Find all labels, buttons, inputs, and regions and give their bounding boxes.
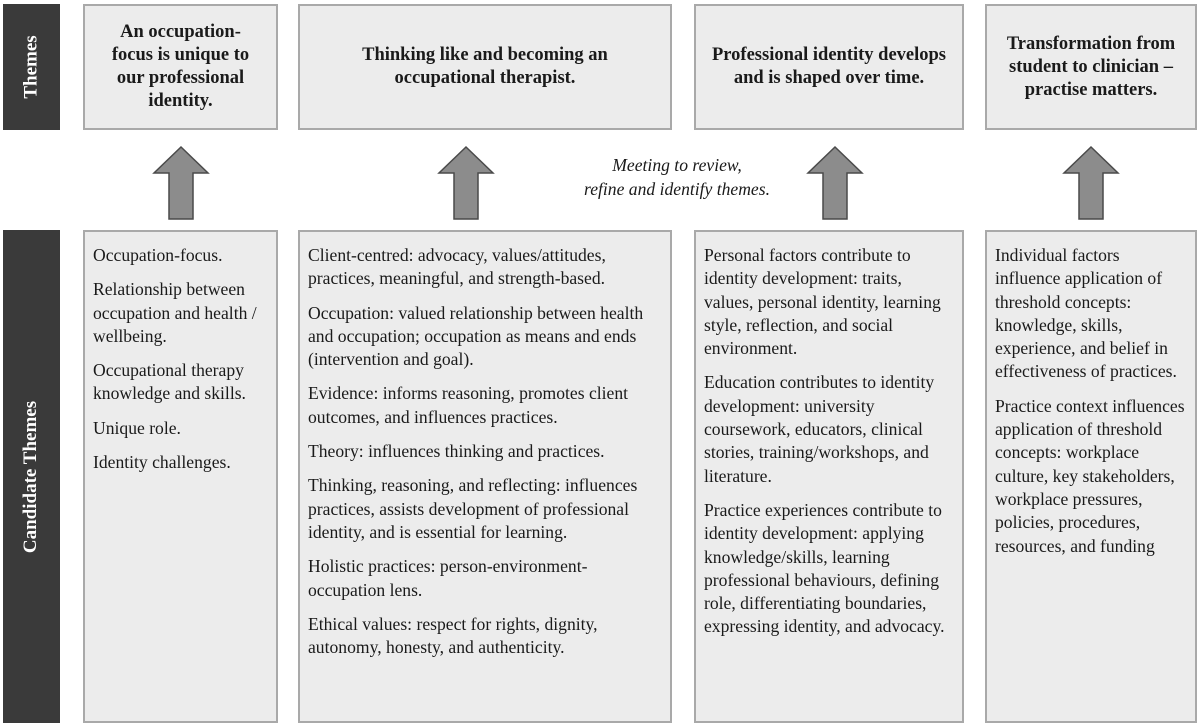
candidate-themes-side-label	[3, 230, 60, 723]
up-arrow-icon	[152, 145, 210, 221]
theme-text: Transformation from student to clinician – practise matters.	[1006, 33, 1176, 100]
candidate-box-3	[694, 230, 964, 723]
themes-side-label-text: Themes	[20, 35, 42, 99]
theme-text: An occupation-focus is unique to our professional identity.	[111, 22, 250, 111]
candidate-item: Practice context influences application of threshold concepts: workplace culture, key stakeholders, workplace pressures, policies, procedures, resources, and funding	[995, 395, 1185, 556]
candidate-box-4	[985, 230, 1197, 723]
up-arrow-icon	[437, 145, 495, 221]
candidate-item: Theory: influences thinking and practices.	[308, 441, 605, 462]
theme-box-2	[298, 4, 672, 130]
theme-box-1	[83, 4, 278, 130]
caption-line: Meeting to review,	[612, 155, 742, 175]
theme-box-4	[985, 4, 1197, 130]
candidate-item: Personal factors contribute to identity development: traits, values, personal identity, learning style, reflection, and social environment.	[704, 245, 941, 359]
candidate-item: Holistic practices: person-environment-occupation lens.	[308, 556, 588, 600]
themes-side-label	[3, 4, 60, 130]
candidate-item: Relationship between occupation and health / wellbeing.	[93, 279, 257, 346]
up-arrow-icon	[1062, 145, 1120, 221]
candidate-item: Occupation: valued relationship between health and occupation; occupation as means and ends (intervention and goal).	[308, 302, 644, 370]
candidate-item: Evidence: informs reasoning, promotes client outcomes, and influences practices.	[308, 383, 629, 427]
candidate-item: Education contributes to identity development: university coursework, educators, clinical stories, training/workshops, and literature.	[704, 372, 935, 486]
candidate-item: Individual factors influence application of threshold concepts: knowledge, skills, experience, and belief in effectiveness of practices.	[995, 245, 1177, 382]
candidate-item: Identity challenges.	[93, 452, 231, 473]
candidate-item: Unique role.	[93, 417, 181, 438]
theme-box-3	[694, 4, 964, 130]
candidate-themes-side-label-text: Candidate Themes	[20, 400, 42, 553]
candidate-item: Client-centred: advocacy, values/attitudes, practices, meaningful, and strength-based.	[308, 245, 606, 289]
candidate-box-2	[298, 230, 672, 723]
meeting-caption	[512, 153, 842, 201]
candidate-box-1	[83, 230, 278, 723]
caption-line: refine and identify themes.	[584, 179, 770, 199]
candidate-item: Practice experiences contribute to identity development: applying knowledge/skills, learning professional behaviours, defining role, differentiating boundaries, expressing identity, and advocacy.	[704, 499, 945, 637]
candidate-item: Occupation-focus.	[93, 245, 223, 265]
theme-text: Thinking like and becoming an occupational therapist.	[362, 45, 608, 88]
candidate-item: Thinking, reasoning, and reflecting: influences practices, assists development of professional identity, and is essential for learning.	[308, 475, 638, 542]
candidate-item: Ethical values: respect for rights, dignity, autonomy, honesty, and authenticity.	[308, 613, 598, 658]
candidate-item: Occupational therapy knowledge and skills.	[93, 360, 246, 404]
theme-text: Professional identity develops and is shaped over time.	[712, 45, 946, 88]
